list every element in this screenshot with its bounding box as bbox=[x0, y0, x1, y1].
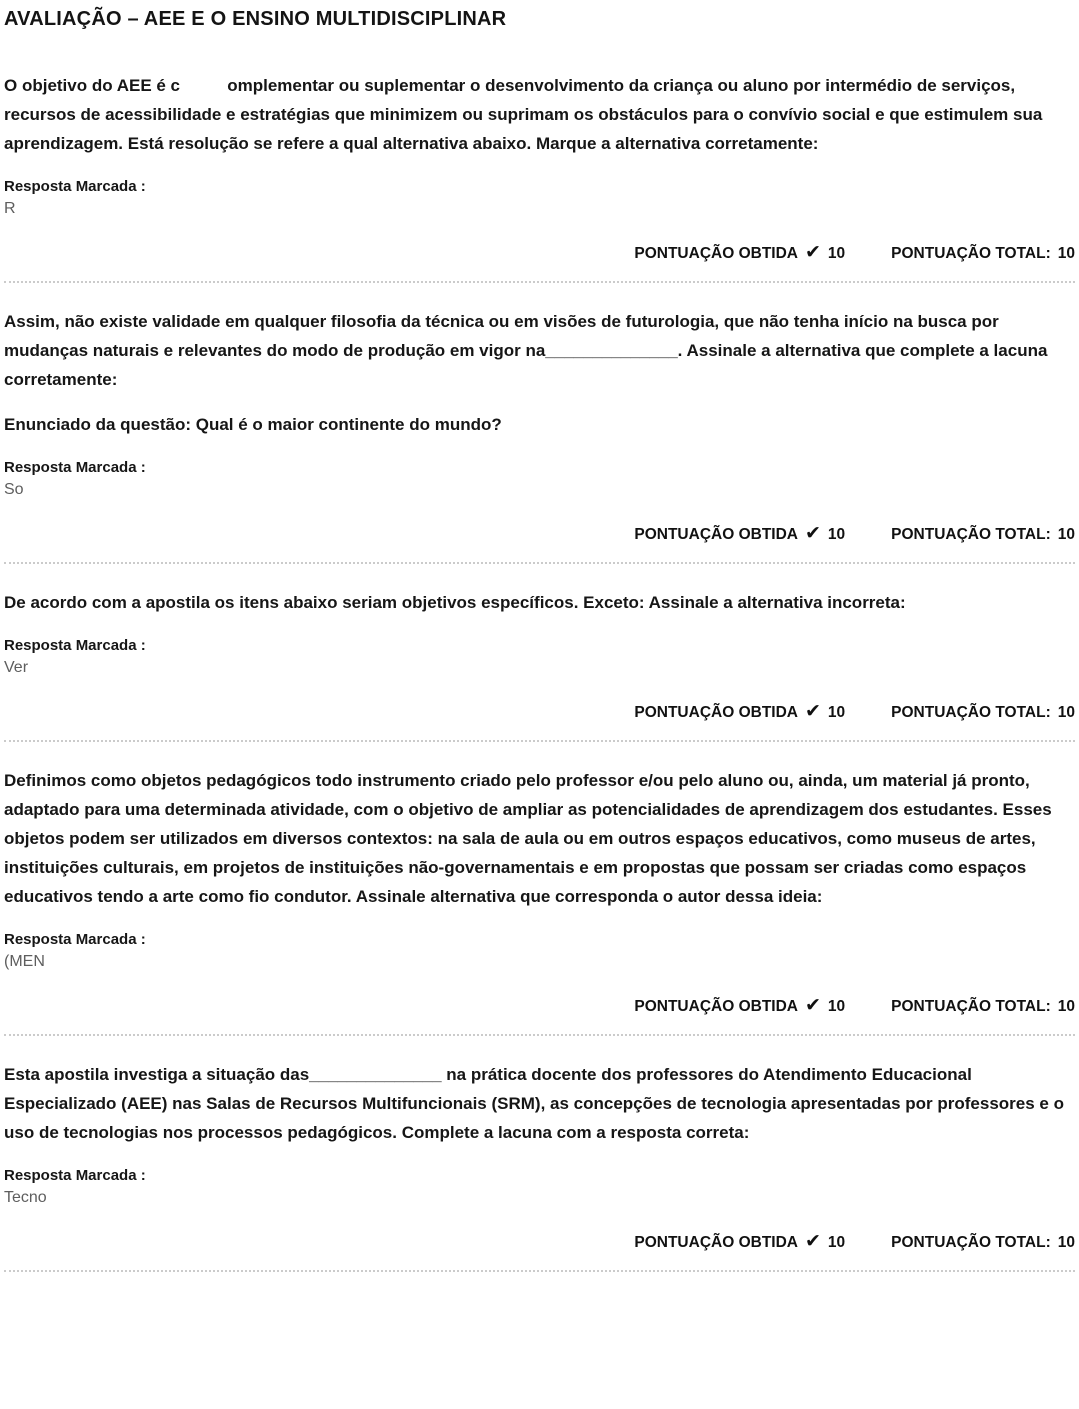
question-block-1 bbox=[4, 71, 1075, 263]
score-row bbox=[4, 703, 1075, 722]
question-text: Assim, não existe validade em qualquer filosofia da técnica ou em visões de futurologia, que não tenha início na busca por mudanças naturais e relevantes do modo de produção em vigor na______________. Assinale a alternativa que complete a lacuna corretamente: bbox=[4, 312, 1053, 389]
check-icon: ✔ bbox=[804, 523, 821, 544]
score-total bbox=[891, 245, 1075, 263]
score-row bbox=[4, 244, 1075, 263]
score-total-value: 10 bbox=[1057, 525, 1075, 543]
divider bbox=[4, 281, 1075, 283]
score-total bbox=[891, 998, 1075, 1016]
question-text: O objetivo do AEE é c omplementar ou suplementar o desenvolvimento da criança ou aluno por intermédio de serviços, recursos de acessibilidade e estratégias que minimizem ou suprimam os obstáculos para o convívio social e que estimulem sua aprendizagem. Está resolução se refere a qual alternativa abaixo. Marque a alternativa corretamente: bbox=[4, 76, 1048, 153]
score-total-label: PONTUAÇÃO TOTAL: bbox=[891, 244, 1051, 262]
answer-label: Resposta Marcada : bbox=[4, 178, 146, 195]
score-obtained bbox=[634, 1233, 845, 1252]
check-icon: ✔ bbox=[804, 701, 821, 722]
score-total-value: 10 bbox=[1057, 703, 1075, 721]
score-obtained-label: PONTUAÇÃO OBTIDA bbox=[634, 997, 798, 1015]
divider bbox=[4, 1034, 1075, 1036]
score-row bbox=[4, 997, 1075, 1016]
score-obtained-label: PONTUAÇÃO OBTIDA bbox=[634, 1233, 798, 1251]
score-obtained-label: PONTUAÇÃO OBTIDA bbox=[634, 525, 798, 543]
question-block-4 bbox=[4, 766, 1075, 1016]
score-total bbox=[891, 526, 1075, 544]
score-total bbox=[891, 704, 1075, 722]
divider bbox=[4, 740, 1075, 742]
score-obtained bbox=[634, 997, 845, 1016]
check-icon: ✔ bbox=[804, 1231, 821, 1252]
score-obtained-value: 10 bbox=[827, 703, 846, 721]
score-total-label: PONTUAÇÃO TOTAL: bbox=[891, 997, 1051, 1015]
check-icon: ✔ bbox=[804, 242, 821, 263]
score-obtained-value: 10 bbox=[827, 525, 846, 543]
score-total-label: PONTUAÇÃO TOTAL: bbox=[891, 525, 1051, 543]
question-block-3 bbox=[4, 588, 1075, 722]
score-total-label: PONTUAÇÃO TOTAL: bbox=[891, 703, 1051, 721]
answer-label: Resposta Marcada : bbox=[4, 1167, 146, 1184]
score-total-value: 10 bbox=[1057, 1233, 1075, 1251]
question-text: De acordo com a apostila os itens abaixo seriam objetivos específicos. Exceto: Assinale a alternativa incorreta: bbox=[4, 593, 906, 612]
answer-value: (MEN bbox=[4, 953, 45, 970]
answer-value: So bbox=[4, 481, 24, 498]
score-total bbox=[891, 1234, 1075, 1252]
score-total-value: 10 bbox=[1057, 997, 1075, 1015]
question-block-2 bbox=[4, 307, 1075, 544]
question-subtext: Enunciado da questão: Qual é o maior continente do mundo? bbox=[4, 415, 502, 434]
score-obtained-value: 10 bbox=[827, 1233, 846, 1251]
score-row bbox=[4, 1233, 1075, 1252]
question-text: Definimos como objetos pedagógicos todo instrumento criado pelo professor e/ou pelo aluno ou, ainda, um material já pronto, adaptado para uma determinada atividade, com o objetivo de ampliar as potencialidades de aprendizagem dos estudantes. Esses objetos podem ser utilizados em diversos contextos: na sala de aula ou em outros espaços educativos, como museus de artes, instituições culturais, em projetos de instituições não-governamentais e em propostas que possam ser criadas como espaços educativos tendo a arte como fio condutor. Assinale alternativa que corresponda o autor dessa ideia: bbox=[4, 771, 1057, 906]
score-obtained bbox=[634, 525, 845, 544]
question-text: Esta apostila investiga a situação das______________ na prática docente dos professores do Atendimento Educacional Especializado (AEE) nas Salas de Recursos Multifuncionais (SRM), as concepções de tecnologia apresentadas por professores e o uso de tecnologias nos processos pedagógicos. Complete a lacuna com a resposta correta: bbox=[4, 1065, 1069, 1142]
divider bbox=[4, 1270, 1075, 1272]
score-total-label: PONTUAÇÃO TOTAL: bbox=[891, 1233, 1051, 1251]
score-obtained bbox=[634, 703, 845, 722]
score-total-value: 10 bbox=[1057, 244, 1075, 262]
score-obtained-label: PONTUAÇÃO OBTIDA bbox=[634, 703, 798, 721]
question-block-5 bbox=[4, 1060, 1075, 1252]
answer-label: Resposta Marcada : bbox=[4, 459, 146, 476]
answer-label: Resposta Marcada : bbox=[4, 931, 146, 948]
page-title: AVALIAÇÃO – AEE E O ENSINO MULTIDISCIPLINAR bbox=[4, 8, 507, 30]
score-obtained-value: 10 bbox=[827, 244, 846, 262]
score-obtained-label: PONTUAÇÃO OBTIDA bbox=[634, 244, 798, 262]
score-obtained-value: 10 bbox=[827, 997, 846, 1015]
answer-value: R bbox=[4, 200, 16, 217]
answer-label: Resposta Marcada : bbox=[4, 637, 146, 654]
score-row bbox=[4, 525, 1075, 544]
answer-value: Tecno bbox=[4, 1189, 47, 1206]
answer-value: Ver bbox=[4, 659, 29, 676]
check-icon: ✔ bbox=[804, 995, 821, 1016]
divider bbox=[4, 562, 1075, 564]
score-obtained bbox=[634, 244, 845, 263]
